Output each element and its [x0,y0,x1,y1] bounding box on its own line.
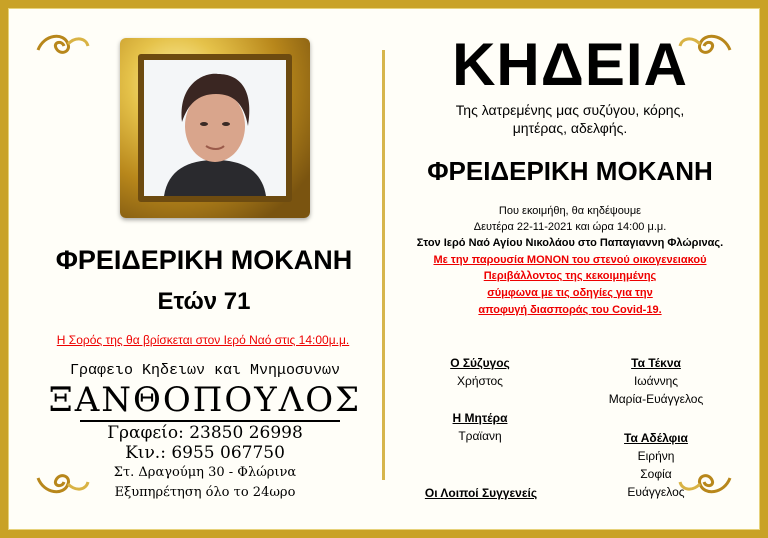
spouse-name: Χρήστος [457,374,503,388]
deceased-name-right: ΦΡΕΙΔΕΡΙΚΗ ΜΟΚΑΝΗ [427,156,713,186]
relatives-others [386,484,576,502]
funeral-home-service: Εξυπηρέτηση όλο το 24ωρο [114,485,296,500]
sibling-name: Σοφία [640,467,672,481]
funeral-line-1: Που εκοιμήθη, θα κηδέψουμε [498,205,642,217]
covid-note-3: σύμφωνα με τις οδηγίες για την [487,287,653,299]
children-heading: Τα Τέκνα [631,356,681,370]
notice-title: ΚΗΔΕΙΑ [452,31,688,98]
sibling-name: Ευάγγελος [627,485,685,499]
funeral-home-office-phone: Γραφείο: 23850 26998 [107,423,303,443]
spouse-heading: Ο Σύζυγος [450,356,510,370]
mother-name: Τραϊανη [458,429,502,443]
funeral-date-time: Δευτέρα 22-11-2021 και ώρα 14:00 μ.μ. [473,221,667,233]
others-heading: Οι Λοιποί Συγγενείς [424,486,538,500]
deceased-age: Ετών 71 [157,288,251,315]
child-name: Ιωάννης [633,374,679,388]
child-name: Μαρία-Ευάγγελος [608,392,704,406]
flourish-top-left-icon [34,30,92,60]
coffin-location-note: Η Σορός της θα βρίσκεται στον Ιερό Ναό στις 14:00μ.μ. [56,333,350,347]
funeral-home-address: Στ. Δραγούμη 30 - Φλώρινα [113,465,297,480]
sibling-name: Ειρήνη [637,449,675,463]
deceased-name-left: ΦΡΕΙΔΕΡΙΚΗ ΜΟΚΑΝΗ [55,245,353,275]
relatives-siblings [586,429,726,501]
funeral-home-brand: ΞΑΝΘΟΠΟΥΛΟΣ [48,380,362,420]
siblings-heading: Τα Αδέλφια [624,431,688,445]
funeral-home-mobile-phone: Κιν.: 6955 067750 [125,443,285,463]
intro-line-2: μητέρας, αδελφής. [512,120,628,136]
funeral-location: Στον Ιερό Ναό Αγίου Νικολάου στο Παπαγιαννη Φλώρινας. [416,237,724,249]
brand-underline [80,420,340,422]
portrait-frame [120,38,310,218]
column-divider [382,50,385,480]
mother-heading: Η Μητέρα [452,411,508,425]
intro-line-1: Της λατρεμένης μας συζύγου, κόρης, [455,102,685,118]
covid-note-1: Με την παρουσία ΜΟΝΟΝ του στενού οικογενειακού [433,254,707,266]
portrait-photo [144,60,286,196]
relatives-spouse [420,354,540,390]
covid-note-4: αποφυγή διασποράς του Covid-19. [478,304,662,316]
covid-note-2: Περιβάλλοντος της κεκοιμημένης [483,270,657,282]
funeral-home-title: Γραφειο Κηδειων και Μνημοσυνων [69,362,341,379]
relatives-mother [420,409,540,445]
relatives-children [586,354,726,408]
